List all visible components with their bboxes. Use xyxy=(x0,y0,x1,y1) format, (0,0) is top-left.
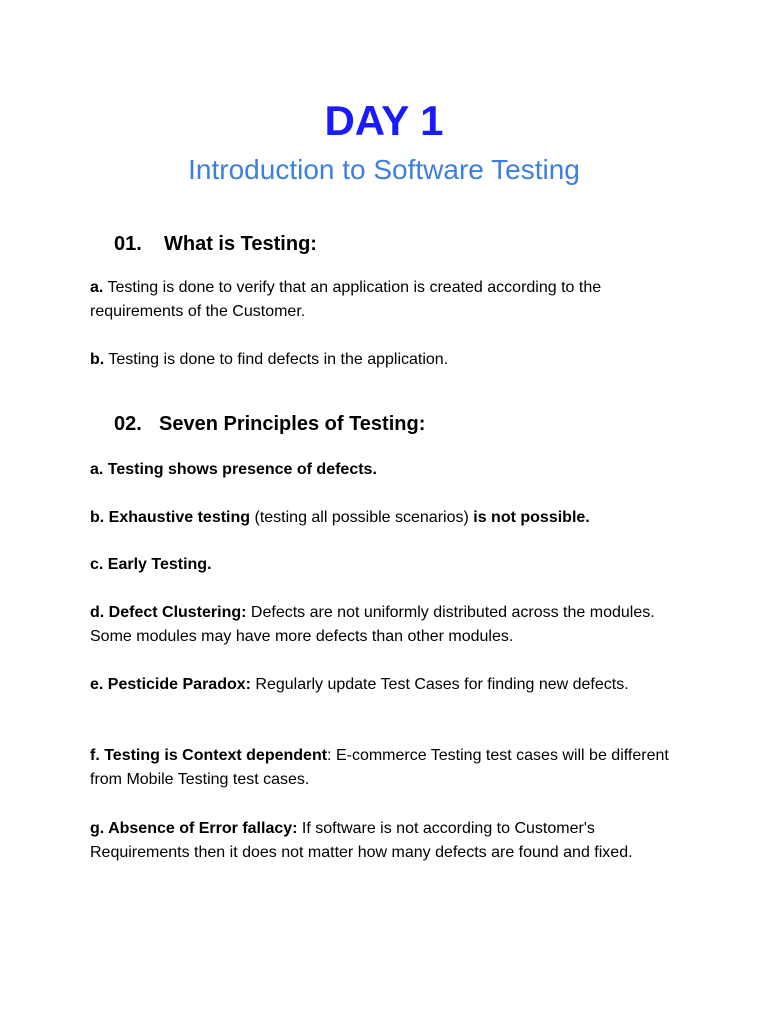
item-text: Testing is done to find defects in the application. xyxy=(104,351,449,368)
list-item xyxy=(90,744,680,792)
page-subtitle: Introduction to Software Testing xyxy=(188,154,580,185)
item-label: d. Defect Clustering: xyxy=(90,604,247,621)
list-item xyxy=(90,601,680,649)
list-item xyxy=(90,458,680,482)
section-heading-seven-principles xyxy=(114,411,425,437)
item-label: e. Pesticide Paradox: xyxy=(90,676,251,693)
page-title: DAY 1 xyxy=(324,97,444,144)
list-item xyxy=(90,348,680,372)
list-item xyxy=(90,817,680,865)
item-text: (testing all possible scenarios) xyxy=(250,509,474,526)
item-text: If software is not according to Customer's Requirements then it does not matter how many defects are found and fixed. xyxy=(90,820,633,861)
item-marker: a. xyxy=(90,279,104,296)
item-label: g. Absence of Error fallacy: xyxy=(90,820,298,837)
item-text: Regularly update Test Cases for finding new defects. xyxy=(250,676,629,693)
item-label: c. Early Testing. xyxy=(90,556,212,573)
section-number: 01. xyxy=(114,233,142,255)
section-number: 02. xyxy=(114,413,142,435)
item-label: a. Testing shows presence of defects. xyxy=(90,461,377,478)
item-label-emphasis: is not possible. xyxy=(473,509,590,526)
list-item xyxy=(90,506,680,530)
item-label: b. Exhaustive testing xyxy=(90,509,251,526)
item-label: f. Testing is Context dependent xyxy=(90,747,328,764)
list-item xyxy=(90,553,680,577)
item-text: Testing is done to verify that an application is created according to the requirements of the Customer. xyxy=(90,279,602,320)
item-text: Defects are not uniformly distributed across the modules. Some modules may have more defects than other modules. xyxy=(90,604,655,645)
item-marker: b. xyxy=(90,351,105,368)
item-text: : E-commerce Testing test cases will be different from Mobile Testing test cases. xyxy=(90,747,669,788)
list-item xyxy=(90,673,680,697)
list-item xyxy=(90,276,680,324)
section-heading-what-is-testing xyxy=(114,231,317,257)
section-title: Seven Principles of Testing: xyxy=(159,413,426,435)
section-title: What is Testing: xyxy=(164,233,317,255)
